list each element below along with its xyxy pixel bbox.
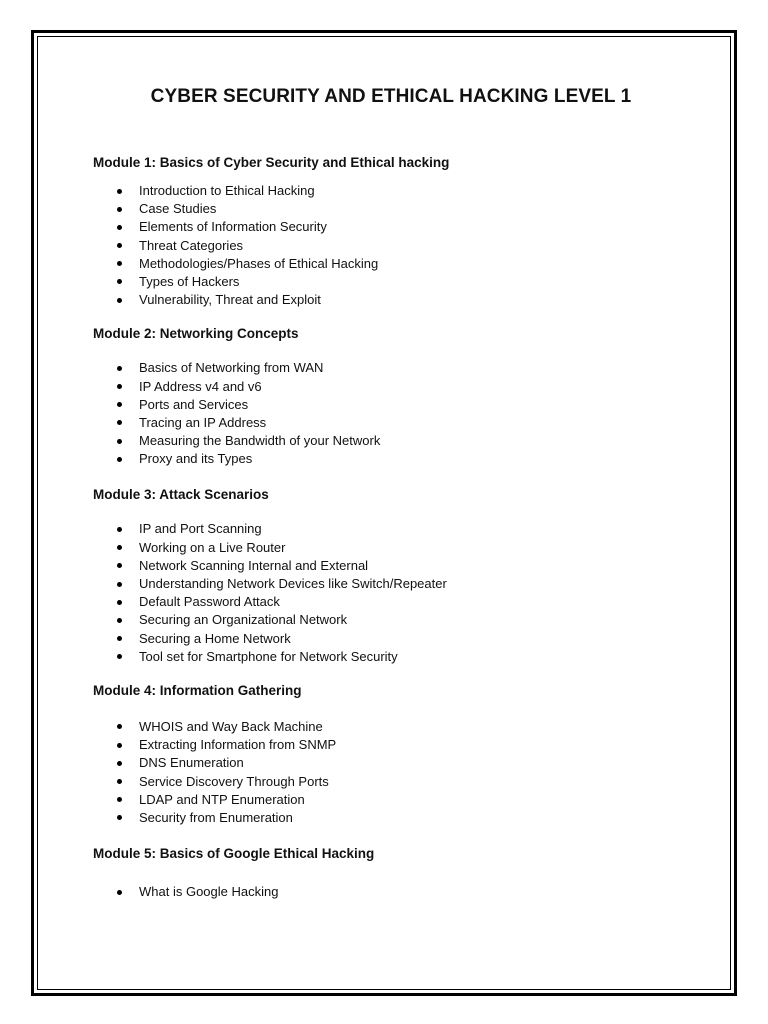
module-section	[93, 484, 693, 666]
module-heading: Module 2: Networking Concepts	[93, 326, 299, 342]
bullet-icon	[117, 189, 122, 194]
module-section	[93, 680, 693, 827]
list-item-text: DNS Enumeration	[139, 755, 244, 771]
bullet-icon	[117, 815, 122, 820]
list-item	[93, 611, 693, 629]
list-item-text: Securing an Organizational Network	[139, 612, 348, 628]
bullet-icon	[117, 225, 122, 230]
list-item-text: Network Scanning Internal and External	[139, 557, 369, 573]
list-item	[93, 630, 693, 648]
bullet-list	[93, 520, 693, 666]
bullet-list	[93, 182, 693, 309]
bullet-icon	[117, 582, 122, 587]
list-item	[93, 414, 693, 432]
module-section	[93, 323, 693, 468]
list-item-text: Proxy and its Types	[139, 451, 253, 467]
module-section	[93, 152, 693, 309]
bullet-icon	[117, 402, 122, 407]
list-item	[93, 575, 693, 593]
bullet-icon	[117, 618, 122, 623]
list-item	[93, 773, 693, 791]
module-section	[93, 843, 693, 901]
list-item	[93, 450, 693, 468]
bullet-icon	[117, 279, 122, 284]
list-item-text: Types of Hackers	[139, 273, 240, 289]
list-item	[93, 396, 693, 414]
bullet-icon	[117, 243, 122, 248]
list-item	[93, 754, 693, 772]
list-item-text: Service Discovery Through Ports	[139, 773, 329, 789]
list-item-text: Security from Enumeration	[139, 809, 293, 825]
list-item-text: Securing a Home Network	[139, 630, 291, 646]
bullet-icon	[117, 797, 122, 802]
bullet-icon	[117, 890, 122, 895]
module-heading: Module 1: Basics of Cyber Security and Ethical hacking	[93, 155, 450, 170]
bullet-icon	[117, 724, 122, 729]
list-item	[93, 378, 693, 396]
list-item-text: IP and Port Scanning	[139, 521, 262, 537]
list-item	[93, 539, 693, 557]
list-item	[93, 182, 693, 200]
module-heading: Module 5: Basics of Google Ethical Hacking	[93, 846, 375, 862]
list-item-text: Threat Categories	[139, 237, 244, 253]
bullet-icon	[117, 527, 122, 532]
bullet-list	[93, 883, 693, 901]
list-item-text: Extracting Information from SNMP	[139, 737, 337, 753]
bullet-list	[93, 718, 693, 827]
list-item	[93, 883, 693, 901]
list-item-text: IP Address v4 and v6	[139, 378, 262, 394]
bullet-icon	[117, 298, 122, 303]
list-item	[93, 237, 693, 255]
list-item-text: LDAP and NTP Enumeration	[139, 791, 305, 807]
list-item	[93, 218, 693, 236]
bullet-icon	[117, 545, 122, 550]
list-item	[93, 520, 693, 538]
list-item	[93, 736, 693, 754]
bullet-icon	[117, 654, 122, 659]
bullet-icon	[117, 779, 122, 784]
list-item	[93, 273, 693, 291]
list-item-text: Tool set for Smartphone for Network Security	[139, 648, 398, 664]
bullet-icon	[117, 743, 122, 748]
list-item-text: Tracing an IP Address	[139, 414, 267, 430]
bullet-icon	[117, 563, 122, 568]
list-item-text: Case Studies	[139, 201, 217, 217]
bullet-icon	[117, 207, 122, 212]
list-item-text: Elements of Information Security	[139, 219, 327, 235]
list-item	[93, 359, 693, 377]
list-item-text: Basics of Networking from WAN	[139, 360, 324, 376]
module-heading: Module 3: Attack Scenarios	[93, 487, 269, 503]
list-item-text: Understanding Network Devices like Switch/Repeater	[139, 576, 447, 591]
list-item	[93, 718, 693, 736]
bullet-icon	[117, 261, 122, 266]
list-item	[93, 291, 693, 309]
list-item-text: Vulnerability, Threat and Exploit	[139, 292, 321, 308]
document-body	[93, 152, 693, 901]
bullet-icon	[117, 420, 122, 425]
module-heading: Module 4: Information Gathering	[93, 682, 302, 698]
bullet-icon	[117, 384, 122, 389]
list-item	[93, 557, 693, 575]
bullet-icon	[117, 366, 122, 371]
bullet-icon	[117, 439, 122, 444]
bullet-icon	[117, 761, 122, 766]
bullet-list	[93, 359, 693, 468]
list-item	[93, 200, 693, 218]
list-item-text: Default Password Attack	[139, 594, 280, 610]
list-item-text: Measuring the Bandwidth of your Network	[139, 433, 381, 449]
bullet-icon	[117, 457, 122, 462]
bullet-icon	[117, 600, 122, 605]
bullet-icon	[117, 636, 122, 641]
list-item	[93, 593, 693, 611]
list-item	[93, 809, 693, 827]
list-item	[93, 432, 693, 450]
list-item	[93, 648, 693, 666]
list-item-text: WHOIS and Way Back Machine	[139, 718, 323, 734]
list-item	[93, 791, 693, 809]
list-item-text: What is Google Hacking	[139, 884, 279, 900]
list-item	[93, 255, 693, 273]
list-item-text: Introduction to Ethical Hacking	[139, 183, 315, 198]
list-item-text: Ports and Services	[139, 396, 249, 412]
list-item-text: Working on a Live Router	[139, 539, 286, 555]
page-title: CYBER SECURITY AND ETHICAL HACKING LEVEL 1	[150, 86, 632, 107]
list-item-text: Methodologies/Phases of Ethical Hacking	[139, 255, 379, 271]
